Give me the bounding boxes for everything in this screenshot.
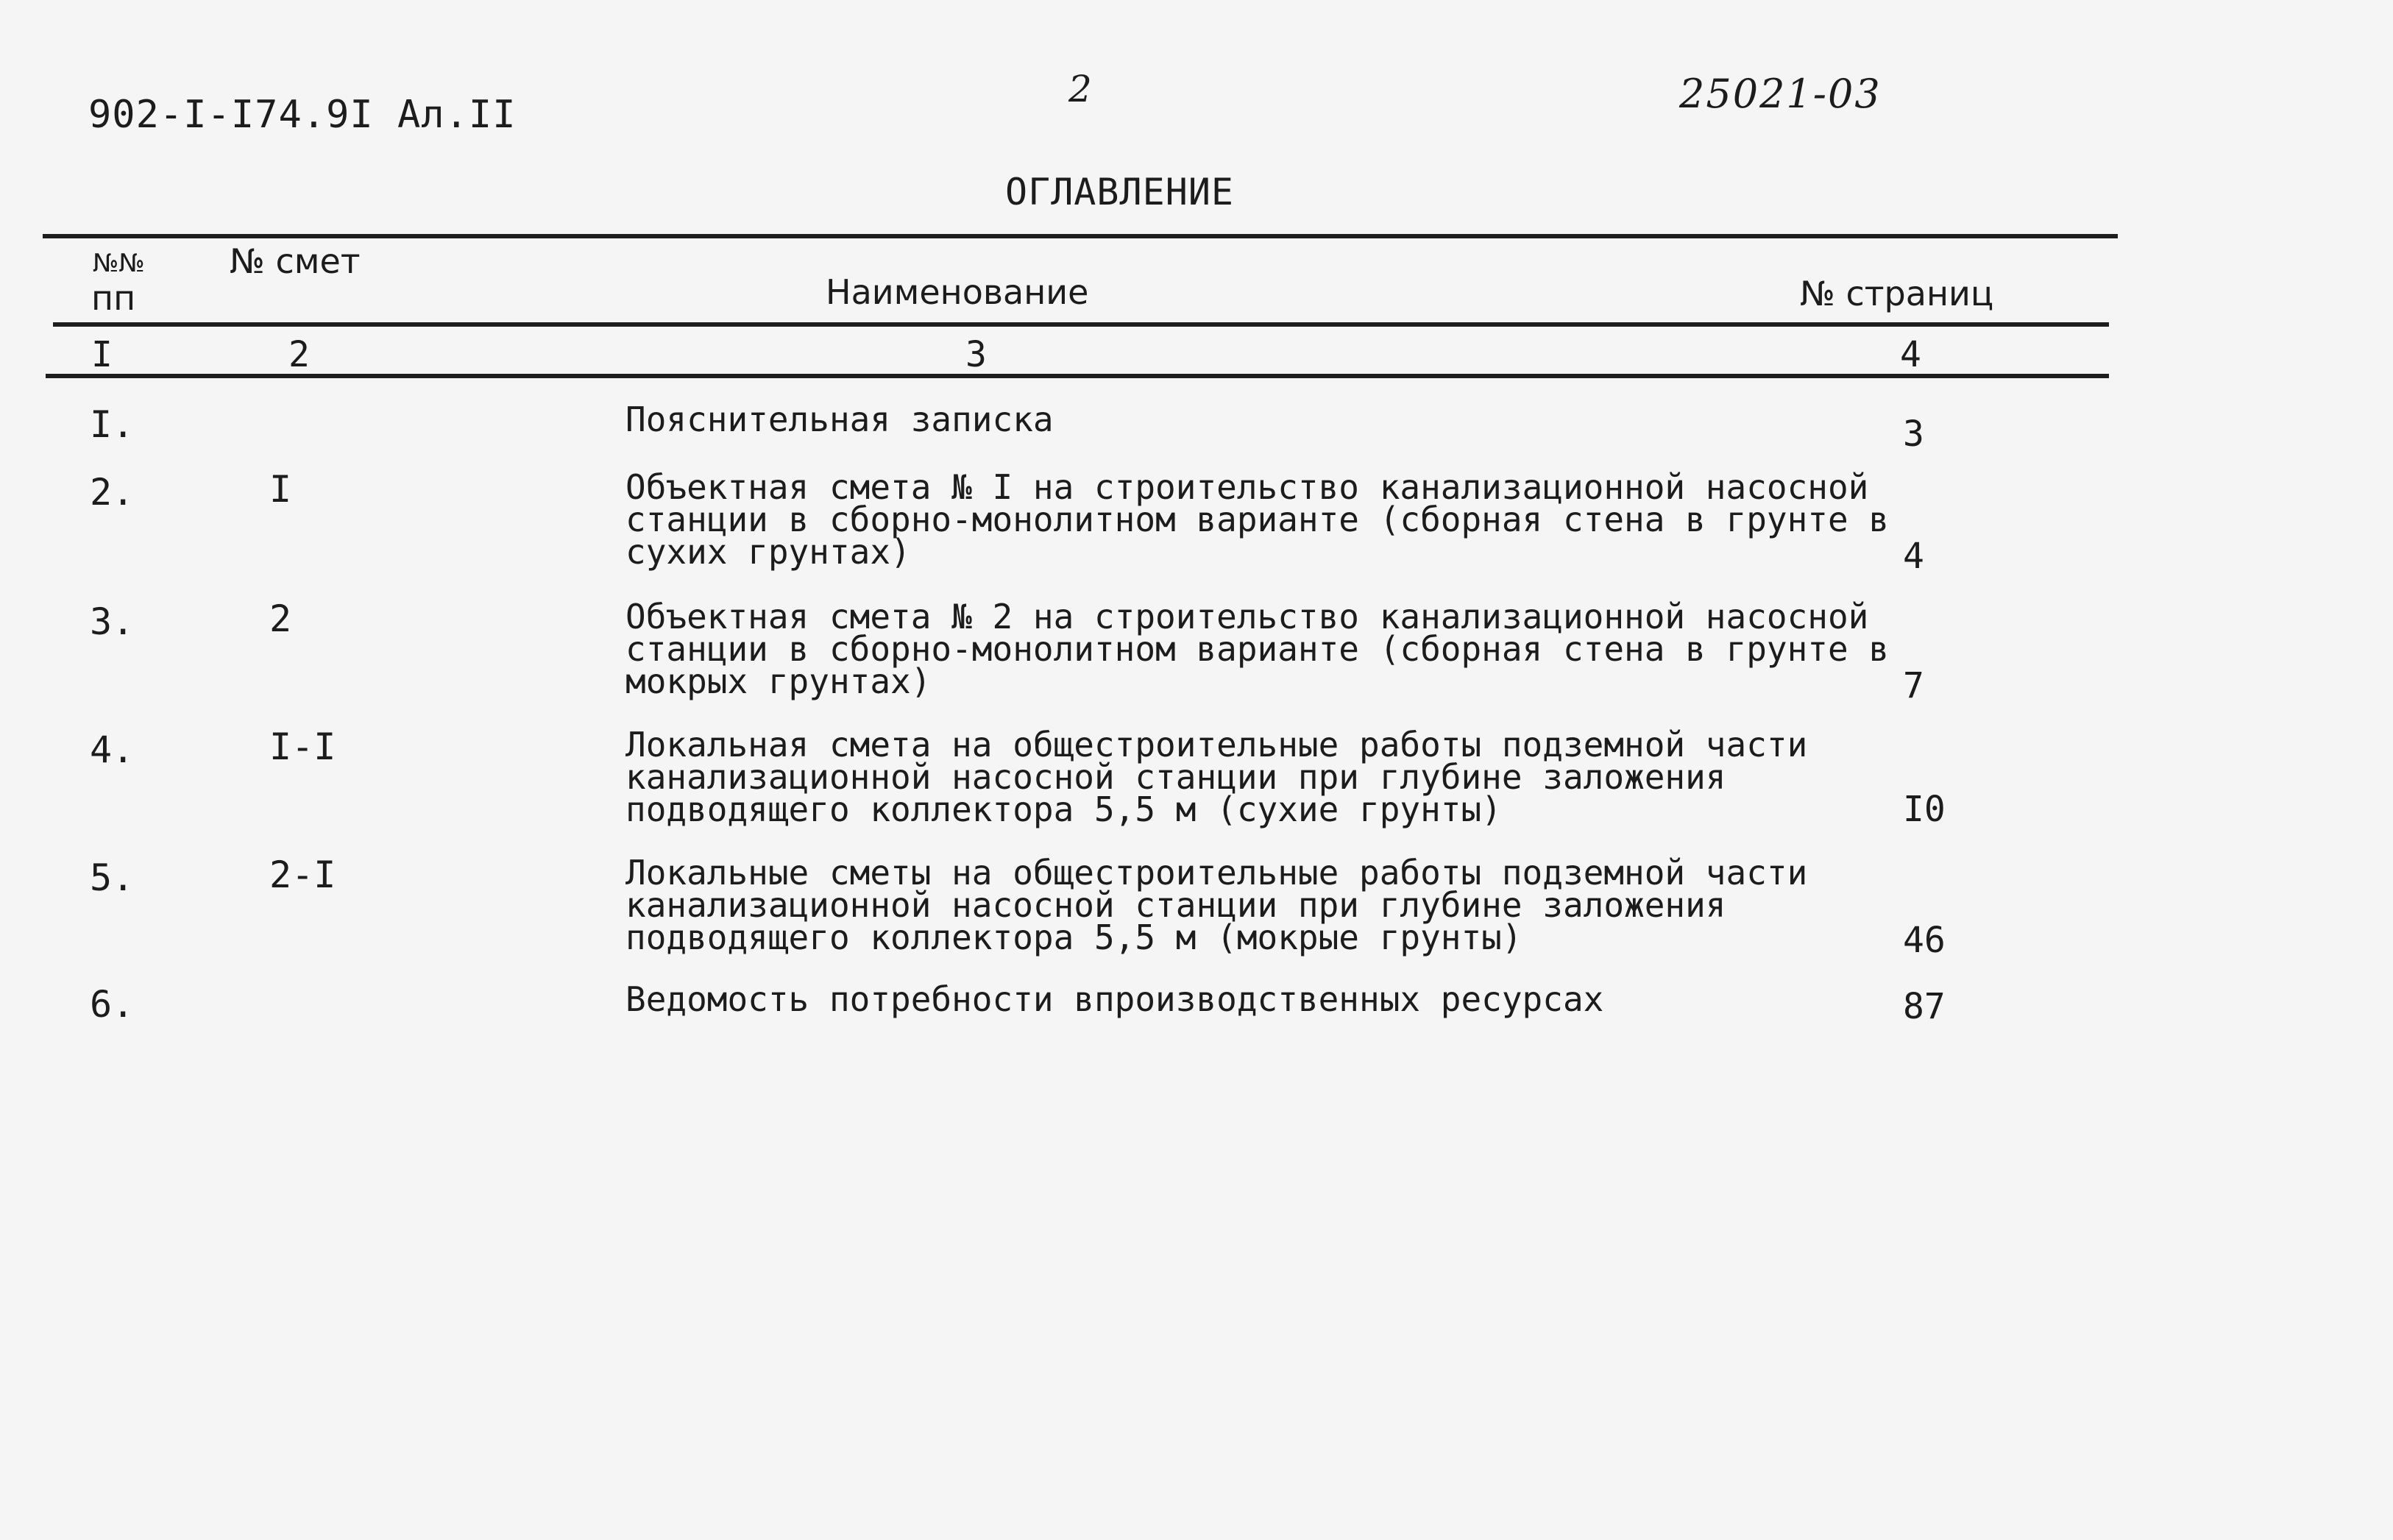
row-number: 3. [90, 600, 135, 643]
row-name: Пояснительная записка [625, 400, 1054, 439]
row-name: Ведомость потребности впроизводственных ресурсах [625, 979, 1604, 1019]
column-numbers-rule [46, 374, 2109, 378]
row-page: 3 [1903, 414, 1924, 455]
page-number: 2 [1068, 68, 1092, 110]
row-number: I. [90, 403, 135, 446]
row-page: 87 [1903, 986, 1946, 1027]
row-name: Локальные сметы на общестроительные работы подземной части канализационной насосной станции при глубине заложения подводящего коллектора 5,5 м (мокрые грунты) [625, 853, 1808, 957]
table-top-rule [43, 234, 2118, 238]
row-estimate: I [269, 468, 292, 511]
row-number: 2. [90, 471, 135, 514]
header-bottom-rule [53, 322, 2109, 327]
column-number-2: 2 [288, 334, 310, 375]
column-number-4: 4 [1900, 334, 1921, 375]
row-estimate: 2 [269, 597, 292, 640]
page-title: ОГЛАВЛЕНИЕ [1005, 171, 1235, 213]
document-code: 902-I-I74.9I Ал.II [88, 93, 517, 137]
archive-number: 25021-03 [1679, 71, 1882, 117]
row-name: Объектная смета № I на строительство канализационной насосной станции в сборно-монолитном варианте (сборная стена в грунте в сухих грунтах) [625, 467, 1890, 572]
row-number: 6. [90, 983, 135, 1026]
row-page: 46 [1903, 920, 1946, 961]
row-page: 4 [1903, 536, 1924, 577]
header-estimate: № смет [230, 241, 361, 281]
row-page: 7 [1903, 665, 1924, 706]
column-number-3: 3 [965, 334, 987, 375]
row-estimate: 2-I [269, 854, 336, 896]
header-no-line1: №№ [93, 249, 145, 278]
column-number-1: I [91, 334, 113, 375]
header-name: Наименование [826, 272, 1089, 312]
row-number: 5. [90, 856, 135, 899]
row-page: I0 [1903, 789, 1946, 830]
row-name: Объектная смета № 2 на строительство канализационной насосной станции в сборно-монолитном варианте (сборная стена в грунте в мокрых грунтах) [625, 597, 1890, 701]
row-number: 4. [90, 728, 135, 771]
row-name: Локальная смета на общестроительные работы подземной части канализационной насосной станции при глубине заложения подводящего коллектора 5,5 м (сухие грунты) [625, 725, 1808, 829]
header-pages: № страниц [1800, 274, 1994, 313]
header-no-line2: пп [91, 278, 136, 318]
row-estimate: I-I [269, 725, 336, 768]
